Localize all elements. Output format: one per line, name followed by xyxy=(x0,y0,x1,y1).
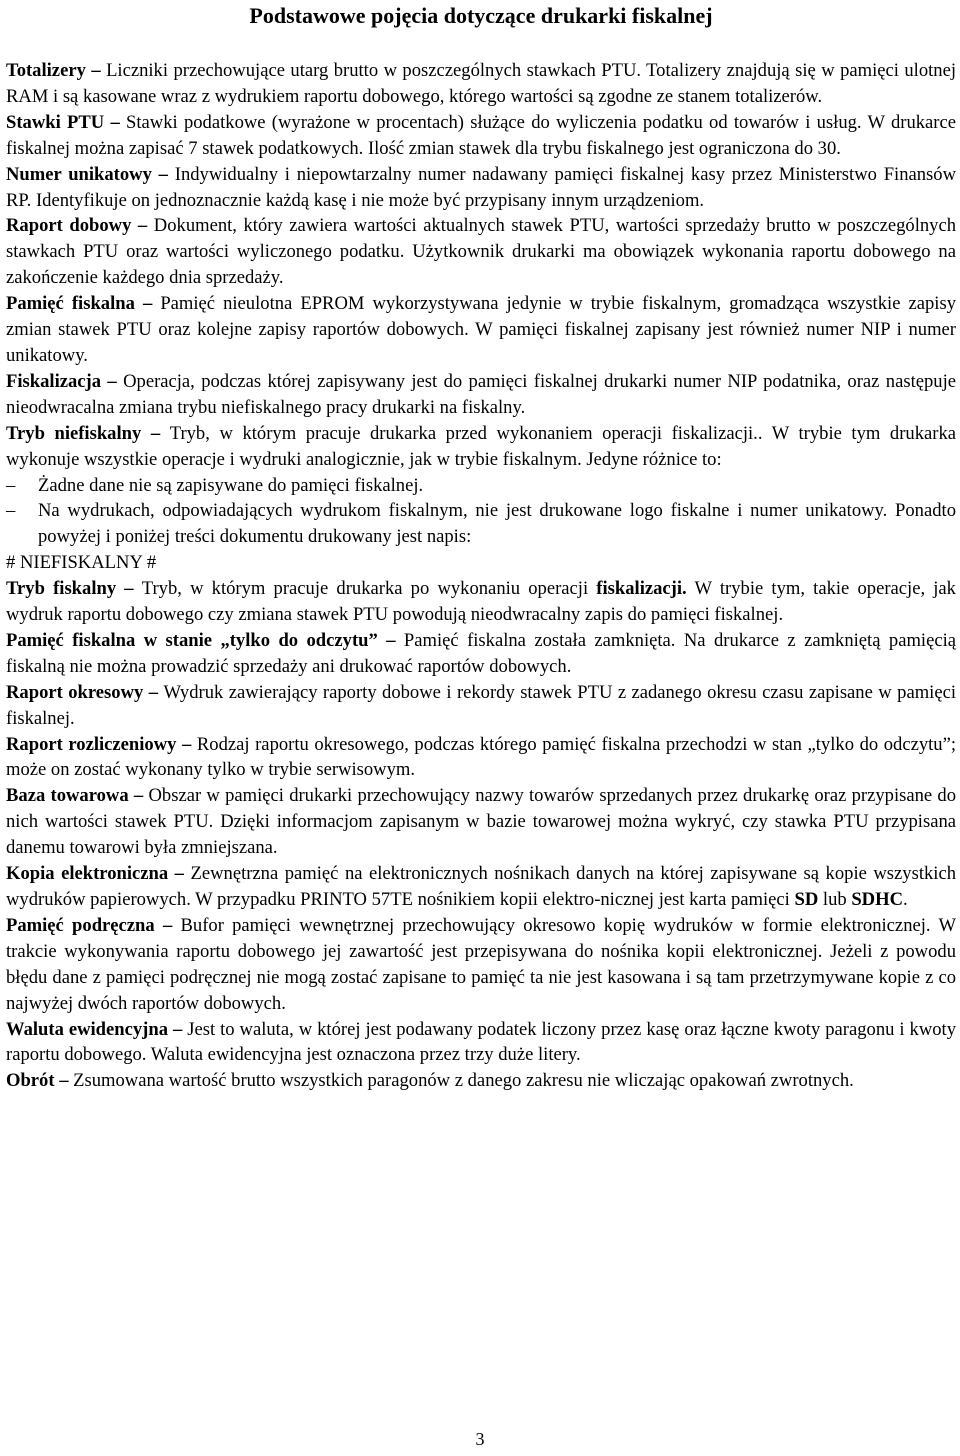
definition-text: Stawki podatkowe (wyrażone w procentach) służące do wyliczenia podatku od towarów i usług. W drukarce fiskalnej można zapisać 7 stawek podatkowych. Ilość zmian stawek dla trybu fiskalnego jest ograniczona do 30. xyxy=(6,111,956,159)
definition-term: Kopia elektroniczna xyxy=(6,863,169,885)
definition-text: Operacja, podczas której zapisywany jest do pamięci fiskalnej drukarki numer NIP podatnika, oraz następuje nieodwracalna zmiana trybu niefiskalnego pracy drukarki na fiskalny. xyxy=(6,370,957,418)
term-separator: – xyxy=(143,681,164,703)
definition-term: Tryb niefiskalny xyxy=(6,422,142,444)
definition-text: Pamięć nieulotna EPROM wykorzystywana jedynie w trybie fiskalnym, gromadząca wszystkie zapisy zmian stawek PTU oraz kolejne zapisy raportów dobowych. W pamięci fiskalnej zapisany jest również numer NIP i numer unikatowy. xyxy=(6,293,956,366)
definition-pamiec-tylko-do-odczytu xyxy=(6,628,956,680)
bold-word: fiskalizacji. xyxy=(596,578,687,600)
definition-fiskalizacja xyxy=(6,369,956,421)
term-separator: – xyxy=(377,629,404,651)
definition-raport-rozliczeniowy xyxy=(6,732,956,784)
term-separator: – xyxy=(101,370,124,392)
definition-term: Raport dobowy xyxy=(6,215,132,237)
definition-text: Tryb, w którym pracuje drukarka przed wykonaniem operacji fiskalizacji.. W trybie tym drukarka wykonuje wszystkie operacje i wydruki analogicznie, jak w trybie fiskalnym. Jedyne różnice to: xyxy=(6,422,957,470)
dash-bullet: – xyxy=(6,500,16,522)
list-item xyxy=(6,473,956,499)
definitions-list xyxy=(6,58,956,1094)
document-page xyxy=(6,0,956,1094)
niefiskalny-banner: # NIEFISKALNY # xyxy=(6,552,157,574)
definition-text: Pamięć fiskalna została zamknięta. Na drukarce z zamkniętą pamięcią fiskalną nie można prowadzić sprzedaży ani drukować raportów dobowych. xyxy=(6,629,957,677)
definition-term: Raport rozliczeniowy xyxy=(6,733,177,755)
definition-pamiec-fiskalna xyxy=(6,291,956,369)
definition-tryb-niefiskalny xyxy=(6,421,956,473)
definition-text: Wydruk zawierający raporty dobowe i rekordy stawek PTU z zadanego okresu czasu zapisane w pamięci fiskalnej. xyxy=(6,681,956,729)
definition-kopia-elektroniczna xyxy=(6,861,956,913)
definition-text: Tryb, w którym pracuje drukarka po wykonaniu operacji xyxy=(141,578,597,600)
definition-text: Liczniki przechowujące utarg brutto w poszczególnych stawkach PTU. Totalizery znajdują się w pamięci ulotnej RAM i są kasowane wraz z wydrukiem raportu dobowego, którego wartości są zgodne ze stanem totalizerów. xyxy=(6,60,956,107)
term-separator: – xyxy=(151,163,175,185)
definition-term: Pamięć podręczna xyxy=(6,914,155,936)
bold-word: SD xyxy=(794,889,819,910)
list-item-text: Żadne dane nie są zapisywane do pamięci fiskalnej. xyxy=(38,474,424,496)
definition-term: Fiskalizacja xyxy=(6,370,102,392)
definition-term: Obrót xyxy=(6,1070,55,1092)
definition-text: Dokument, który zawiera wartości aktualnych stawek PTU, wartości sprzedaży brutto w poszczególnych stawkach PTU oraz wartości wyliczonego podatku. Użytkownik drukarki ma obowiązek wykonania raportu dobowego na zakończenie każdego dnia sprzedaży. xyxy=(6,215,957,289)
definition-text: W trybie tym, takie operacje, jak wydruk raportu dobowego czy zmiana stawek PTU powodują nieodwracalny zapis do pamięci fiskalnej. xyxy=(6,578,956,626)
definition-obrot xyxy=(6,1068,956,1094)
definition-term: Pamięć fiskalna xyxy=(6,293,135,315)
definition-text: Indywidualny i niepowtarzalny numer nadawany pamięci fiskalnej kasy przez Ministerstwo Finansów RP. Identyfikuje on jednoznacznie każdą kasę i nie może być przypisany innym urządzeniom. xyxy=(6,163,957,211)
term-separator: – xyxy=(154,914,181,936)
term-separator: – xyxy=(85,60,107,81)
definition-text: Rodzaj raportu okresowego, podczas którego pamięć fiskalna przechodzi w stan „tylko do odczytu”; może on zostać wykonany tylko w trybie serwisowym. xyxy=(6,733,956,781)
definition-numer-unikatowy xyxy=(6,162,956,214)
definition-text: Bufor pamięci wewnętrznej przechowujący okresowo kopię wydruków w formie elektronicznej. W trakcie wykonywania raportu dobowego jej zawartość jest przepisywana do nośnika kopii elektronicznej. Jeżeli z powodu błędu dane z pamięci podręcznej nie mogą zostać zapisane to pamięć ta nie jest kasowana i są tam przetrzymywane kopie z co najwyżej dwóch raportów dobowych. xyxy=(6,914,957,1014)
term-separator: – xyxy=(131,215,154,237)
dash-bullet: – xyxy=(6,474,16,496)
term-separator: – xyxy=(168,863,191,885)
list-item xyxy=(6,498,956,550)
term-separator: – xyxy=(128,785,149,807)
definition-text: lub xyxy=(818,889,852,910)
term-separator: – xyxy=(116,578,142,600)
definition-tryb-fiskalny xyxy=(6,576,956,628)
definition-baza-towarowa xyxy=(6,783,956,861)
definition-pamiec-podreczna xyxy=(6,913,956,1017)
definition-term: Pamięć fiskalna w stanie „tylko do odczytu” xyxy=(6,629,378,651)
term-separator: – xyxy=(134,293,161,315)
definition-term: Stawki PTU xyxy=(6,111,105,133)
document-title: Podstawowe pojęcia dotyczące drukarki fiskalnej xyxy=(249,3,713,28)
definition-text: . xyxy=(903,889,908,910)
definition-term: Numer unikatowy xyxy=(6,163,152,185)
definition-raport-okresowy xyxy=(6,680,956,732)
definition-term: Tryb fiskalny xyxy=(6,578,117,600)
definition-term: Waluta ewidencyjna xyxy=(6,1018,168,1040)
definition-text: Zewnętrzna pamięć na elektronicznych nośnikach danych na której zapisywane są kopie wszystkich wydruków papierowych. W przypadku PRINTO 57TE nośnikiem kopii elektro-nicznej jest karta pamięci xyxy=(6,863,957,910)
page-number: 3 xyxy=(475,1429,485,1449)
definition-text: Obszar w pamięci drukarki przechowujący nazwy towarów sprzedanych przez drukarkę oraz przypisane do nich wartości stawek PTU. Dzięki informacjom zapisanym w bazie towarowej można wykryć, czy stawka PTU przypisana danemu towarowi była zmniejszana. xyxy=(6,785,956,859)
term-separator: – xyxy=(168,1018,188,1040)
definition-text: Jest to waluta, w której jest podawany podatek liczony przez kasę oraz łączne kwoty paragonu i kwoty raportu dobowego. Waluta ewidencyjna jest oznaczona przez trzy duże litery. xyxy=(6,1018,957,1066)
term-separator: – xyxy=(104,111,127,133)
list-item-text: Na wydrukach, odpowiadających wydrukom fiskalnym, nie jest drukowane logo fiskalne i numer unikatowy. Ponadto powyżej i poniżej treści dokumentu drukowany jest napis: xyxy=(38,500,956,548)
definition-stawki-ptu xyxy=(6,110,956,162)
term-separator: – xyxy=(54,1070,74,1092)
definition-term: Baza towarowa xyxy=(6,785,129,807)
definition-text: Zsumowana wartość brutto wszystkich paragonów z danego zakresu nie wliczając opakowań zwrotnych. xyxy=(73,1070,854,1092)
bold-word: SDHC xyxy=(851,889,904,910)
term-separator: – xyxy=(141,422,170,444)
definition-totalizery xyxy=(6,58,956,110)
term-separator: – xyxy=(176,733,197,755)
definition-waluta-ewidencyjna xyxy=(6,1017,956,1069)
definition-raport-dobowy xyxy=(6,213,956,291)
definition-term: Raport okresowy xyxy=(6,681,144,703)
definition-term: Totalizery xyxy=(6,60,86,81)
